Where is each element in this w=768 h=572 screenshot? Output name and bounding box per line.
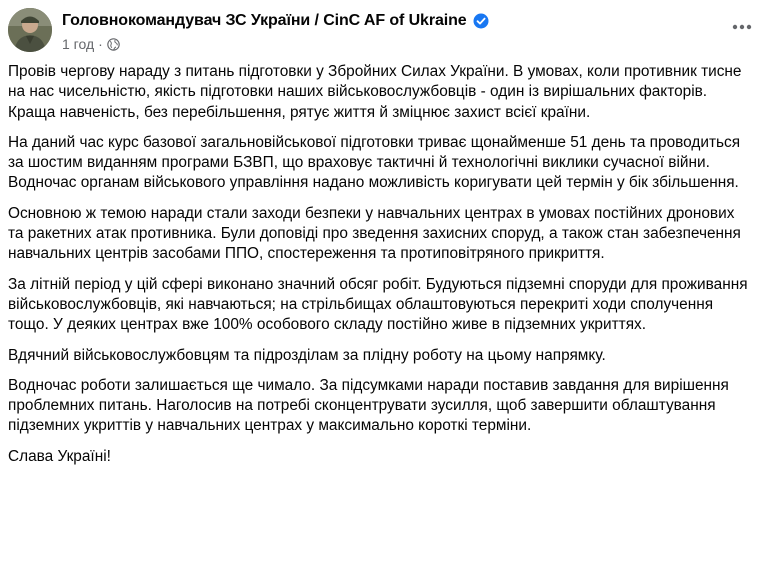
post-paragraph: Основною ж темою наради стали заходи безпеки у навчальних центрах в умовах постійних дронових та ракетних атак противника. Були доповіді про зведення захисних споруд, а також стан забезпечення навчальних центрів засобами ППО, спостереження та протиповітряного прикриття.	[8, 204, 741, 263]
post-paragraph: Водночас роботи залишається ще чимало. За підсумками наради поставив завдання для вирішення проблемних питань. Наголосив на потребі сконцентрувати зусилля, щоб завершити облаштування підземних укриттів у навчальних центрах у максимально короткі терміни.	[8, 376, 729, 435]
post-paragraph: Провів чергову нараду з питань підготовки у Збройних Силах України. В умовах, коли противник тисне на нас чисельністю, якість підготовки наших військовослужбовців - один із вирішальних факторів. Краща навченість, без перебільшення, рятує життя й зміцнює захист всієї країни.	[8, 63, 742, 121]
author-block	[62, 10, 489, 54]
author-avatar[interactable]	[8, 8, 52, 52]
post-meta	[62, 34, 489, 54]
post-paragraph: На даний час курс базової загальновійськової підготовки триває щонайменше 51 день та проводиться за шостим виданням програми БЗВП, що враховує тактичні й технологічні виклики сучасної війни. Водночас органам військового управління надано можливість коригувати цей термін у бік збільшення.	[8, 133, 741, 192]
post-paragraph: За літній період у цій сфері виконано значний обсяг робіт. Будуються підземні споруди для проживання військовослужбовців, які навчаються; на стрільбищах облаштовуються перекриті ходи сполучення тощо. У деяких центрах вже 100% особового складу постійно живе в підземних укриттях.	[8, 275, 748, 334]
globe-icon	[107, 38, 120, 51]
post-header	[8, 8, 760, 56]
author-name[interactable]: Головнокомандувач ЗС України / CinC AF of Ukraine	[62, 12, 467, 29]
meta-separator: ·	[98, 36, 103, 52]
more-options-button[interactable]	[728, 12, 756, 40]
post-body	[8, 62, 748, 477]
verified-badge-icon	[473, 13, 489, 29]
post-timestamp[interactable]: 1 год	[62, 36, 95, 52]
post-paragraph: Слава Україні!	[8, 447, 111, 465]
post-paragraph: Вдячний військовослужбовцям та підрозділам за плідну роботу на цьому напрямку.	[8, 346, 606, 364]
more-dots-icon	[732, 17, 752, 35]
